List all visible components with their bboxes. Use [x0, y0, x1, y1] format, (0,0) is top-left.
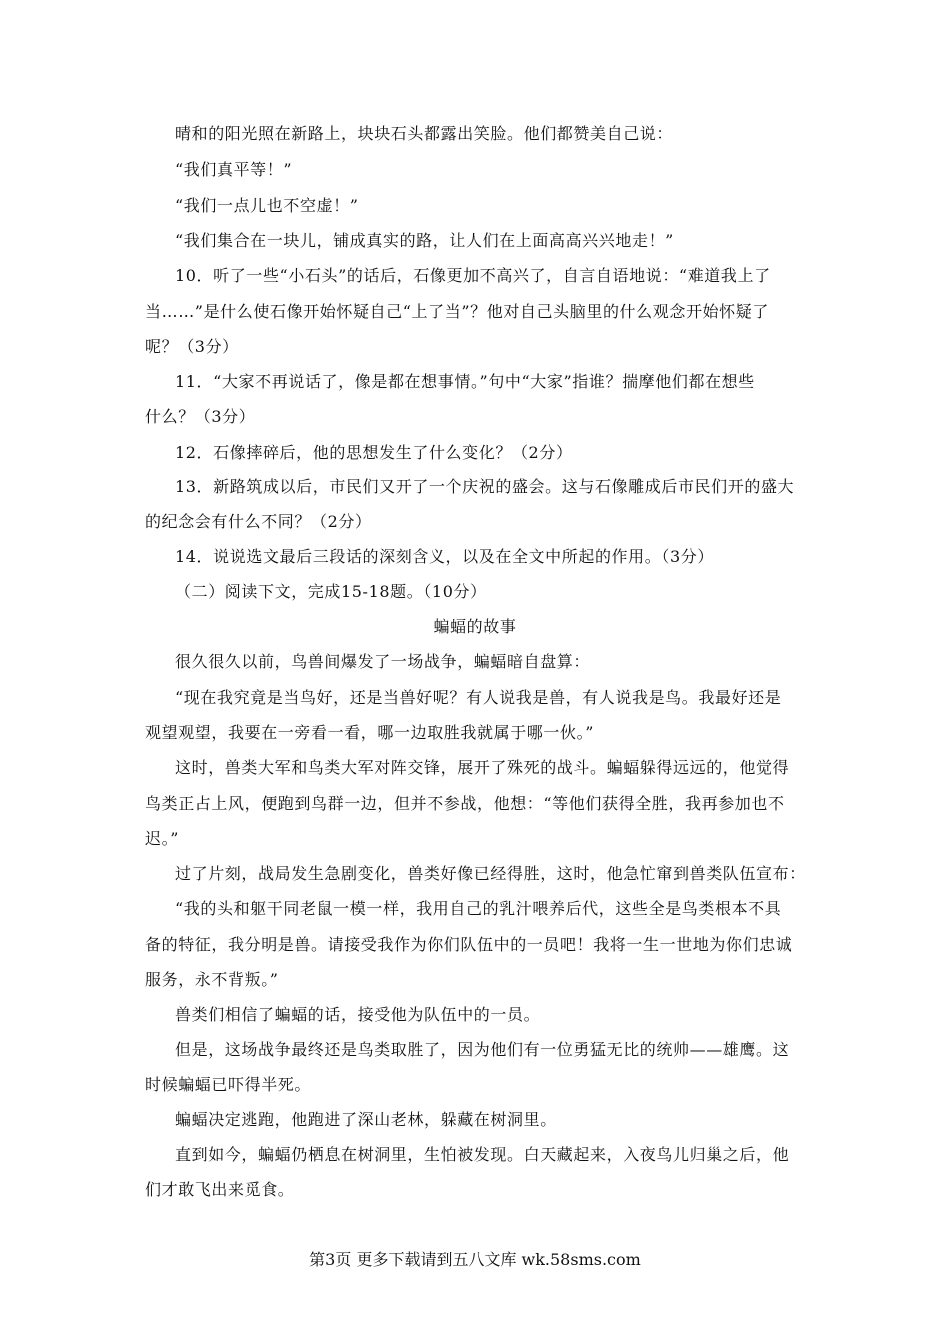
story-title: 蝙蝠的故事	[433, 617, 517, 636]
paragraph-line: 过了片刻，战局发生急剧变化，兽类好像已经得胜，这时，他急忙窜到兽类队伍宣布：	[175, 864, 806, 883]
paragraph-line: 兽类们相信了蝙蝠的话，接受他为队伍中的一员。	[175, 1005, 541, 1024]
paragraph-line: 观望观望，我要在一旁看一看，哪一边取胜我就属于哪一伙。”	[145, 723, 594, 742]
paragraph-line: 很久很久以前，鸟兽间爆发了一场战争，蝙蝠暗自盘算：	[175, 652, 591, 671]
page-footer: 第3页 更多下载请到五八文库 wk.58sms.com	[309, 1250, 641, 1269]
paragraph-line: 这时，兽类大军和鸟类大军对阵交锋，展开了殊死的战斗。蝙蝠躲得远远的，他觉得	[175, 758, 790, 777]
question-13-line: 的纪念会有什么不同？（2分）	[145, 512, 372, 531]
paragraph-line: 备的特征，我分明是兽。请接受我作为你们队伍中的一员吧！我将一生一世地为你们忠诚	[145, 935, 793, 954]
paragraph-line: 直到如今，蝙蝠仍栖息在树洞里，生怕被发现。白天藏起来，入夜鸟儿归巢之后，他	[175, 1145, 790, 1164]
paragraph-line: 但是，这场战争最终还是鸟类取胜了，因为他们有一位勇猛无比的统帅——雄鹰。这	[175, 1040, 790, 1059]
paragraph-line: “我的头和躯干同老鼠一模一样，我用自己的乳汁喂养后代，这些全是鸟类根本不具	[175, 899, 782, 918]
question-10-line: 当……”是什么使石像开始怀疑自己“上了当”？他对自己头脑里的什么观念开始怀疑了	[145, 302, 769, 321]
paragraph-line: 蝙蝠决定逃跑，他跑进了深山老林，躲藏在树洞里。	[175, 1110, 557, 1129]
question-11-line: 什么？（3分）	[145, 407, 256, 426]
quote-line: “我们真平等！”	[175, 160, 293, 179]
question-12-line: 12．石像摔碎后，他的思想发生了什么变化？（2分）	[175, 443, 573, 462]
paragraph-line: “现在我究竟是当鸟好，还是当兽好呢？有人说我是兽，有人说我是鸟。我最好还是	[175, 688, 782, 707]
paragraph-line: 晴和的阳光照在新路上，块块石头都露出笑脸。他们都赞美自己说：	[175, 124, 674, 143]
section-heading: （二）阅读下文，完成15-18题。（10分）	[175, 582, 487, 601]
paragraph-line: 时候蝙蝠已吓得半死。	[145, 1075, 312, 1094]
quote-line: “我们一点儿也不空虚！”	[175, 196, 359, 215]
quote-line: “我们集合在一块儿，铺成真实的路，让人们在上面高高兴兴地走！”	[175, 231, 674, 250]
question-10-line: 呢？（3分）	[145, 337, 239, 356]
paragraph-line: 鸟类正占上风，便跑到鸟群一边，但并不参战，他想：“等他们获得全胜，我再参加也不	[145, 794, 785, 813]
question-11-line: 11．“大家不再说话了，像是都在想事情。”句中“大家”指谁？揣摩他们都在想些	[175, 372, 755, 391]
paragraph-line: 服务，永不背叛。”	[145, 970, 279, 989]
paragraph-line: 们才敢飞出来觅食。	[145, 1180, 295, 1199]
paragraph-line: 迟。”	[145, 829, 179, 848]
question-10-line: 10．听了一些“小石头”的话后，石像更加不高兴了，自言自语地说：“难道我上了	[175, 266, 771, 285]
question-13-line: 13．新路筑成以后，市民们又开了一个庆祝的盛会。这与石像雕成后市民们开的盛大	[175, 477, 795, 496]
question-14-line: 14．说说选文最后三段话的深刻含义，以及在全文中所起的作用。（3分）	[175, 547, 714, 566]
